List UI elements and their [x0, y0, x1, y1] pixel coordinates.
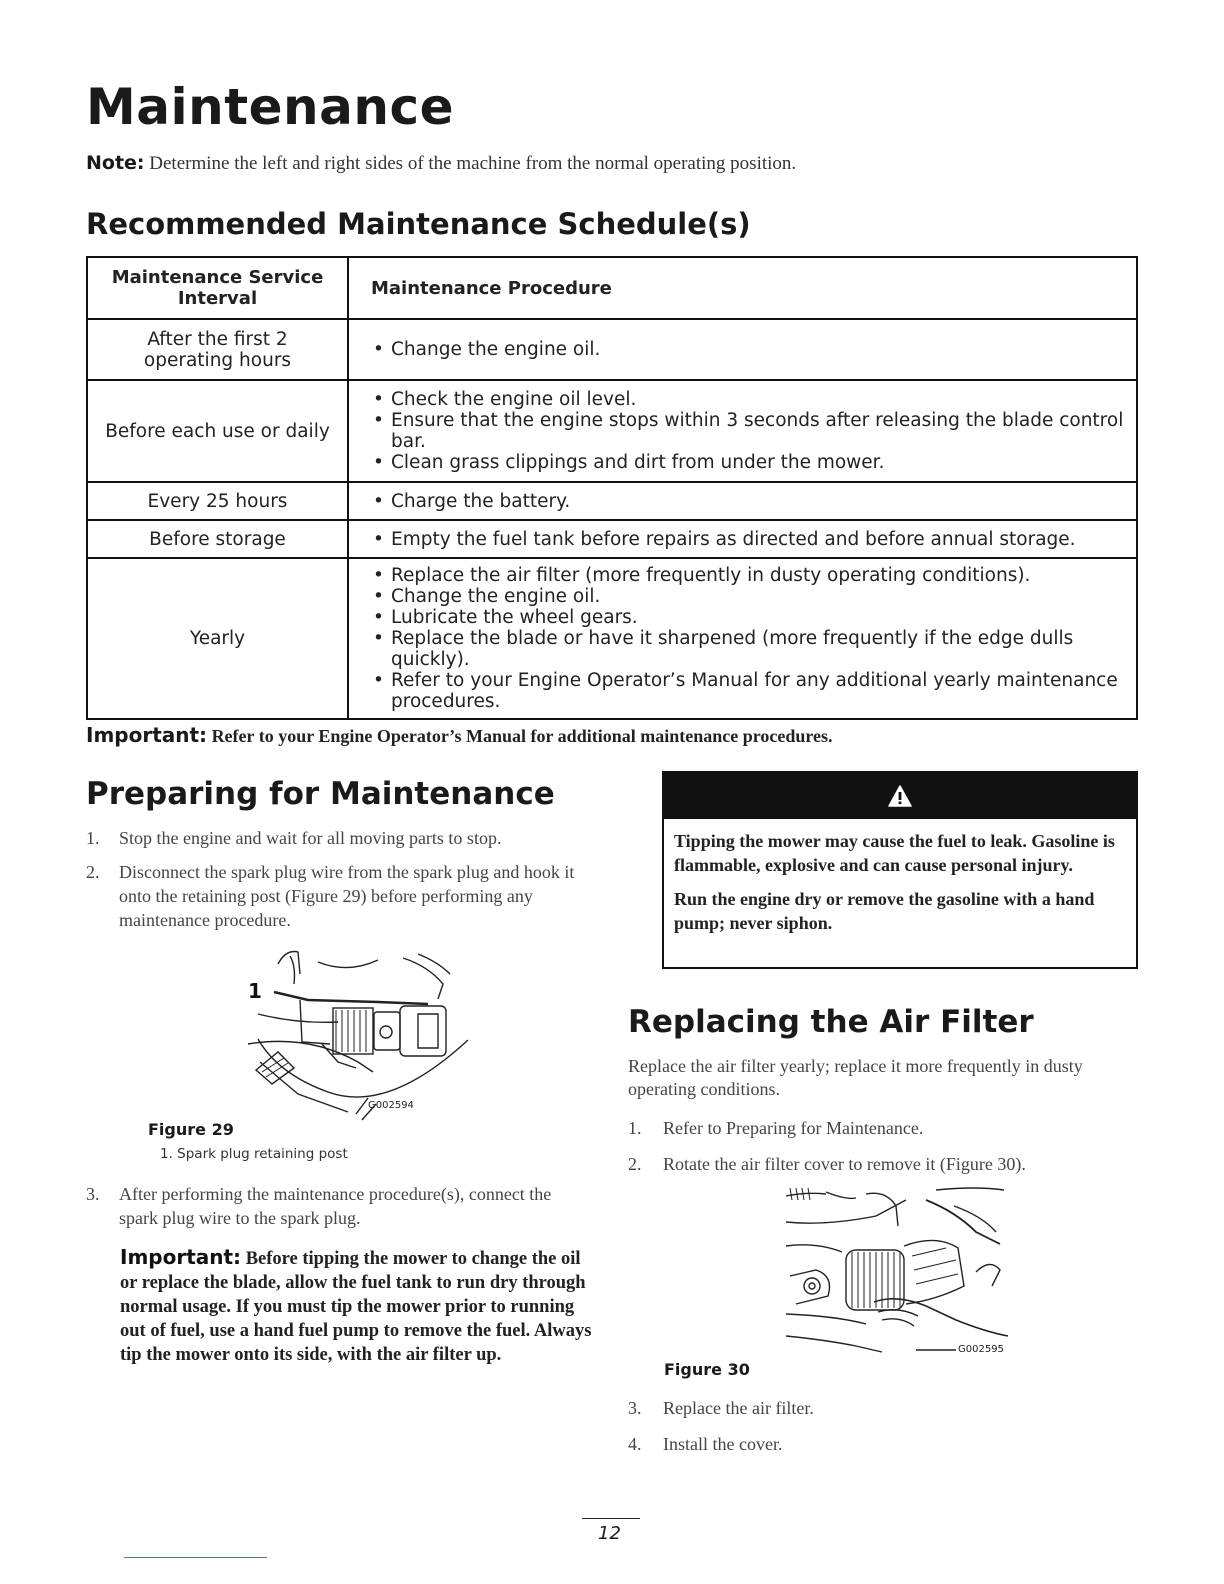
- step-text: After performing the maintenance procedure(s), connect the spark plug wire to the spark plug.: [119, 1184, 552, 1228]
- table-row: [87, 558, 1137, 719]
- procedure-cell: [348, 482, 1137, 520]
- step-text: Stop the engine and wait for all moving parts to stop.: [119, 828, 502, 848]
- step-number: 2.: [86, 862, 100, 882]
- page-title: Maintenance: [86, 78, 455, 136]
- warning-paragraph: Tipping the mower may cause the fuel to leak. Gasoline is flammable, explosive and can cause personal injury.: [674, 831, 1115, 875]
- footer-divider: [124, 1557, 267, 1558]
- footer-rule: [582, 1518, 640, 1519]
- maintenance-schedule-table: [86, 256, 1138, 720]
- procedure-item: • Replace the blade or have it sharpened (more frequently if the edge dulls quickly).: [391, 628, 1126, 670]
- list-item: [628, 1116, 1118, 1140]
- important-tipping-note: [120, 1245, 595, 1367]
- interval-cell: Every 25 hours: [87, 482, 348, 520]
- figure-code: G002594: [368, 1100, 414, 1111]
- page-number: 12: [598, 1523, 621, 1544]
- warning-box: [662, 771, 1138, 969]
- procedure-item: • Charge the battery.: [391, 491, 1126, 512]
- step-text: Disconnect the spark plug wire from the spark plug and hook it onto the retaining post (Figure 29) before performing any maintenance procedure.: [119, 862, 575, 930]
- step-number: 2.: [628, 1154, 642, 1174]
- step-number: 4.: [628, 1434, 642, 1454]
- figure-code: G002595: [958, 1344, 1004, 1355]
- warning-body: [664, 819, 1136, 935]
- step-text: Rotate the air filter cover to remove it (Figure 30).: [663, 1154, 1026, 1174]
- procedure-item: • Clean grass clippings and dirt from under the mower.: [391, 452, 1126, 473]
- table-row: [87, 482, 1137, 520]
- list-item: [86, 1182, 576, 1230]
- note-text: Determine the left and right sides of the machine from the normal operating position.: [149, 153, 797, 174]
- air-filter-steps: [628, 1116, 1118, 1176]
- table-row: [87, 520, 1137, 558]
- warning-header: [664, 773, 1136, 819]
- step-number: 3.: [628, 1398, 642, 1418]
- procedure-cell: [348, 319, 1137, 380]
- important-text: Refer to your Engine Operator’s Manual for additional maintenance procedures.: [211, 726, 833, 746]
- list-item: [628, 1432, 1118, 1456]
- procedure-cell: [348, 520, 1137, 558]
- procedure-cell: [348, 558, 1137, 719]
- interval-cell: After the first 2 operating hours: [87, 319, 348, 380]
- step-number: 1.: [628, 1118, 642, 1138]
- procedure-cell: [348, 380, 1137, 482]
- step-text: Refer to Preparing for Maintenance.: [663, 1118, 924, 1138]
- table-row: [87, 380, 1137, 482]
- figure-29-spark-plug-illustration: [238, 944, 478, 1122]
- procedure-item: • Refer to your Engine Operator’s Manual for any additional yearly maintenance procedures.: [391, 670, 1126, 712]
- procedure-item: • Change the engine oil.: [391, 339, 1126, 360]
- preparing-steps-continued: [86, 1182, 576, 1230]
- schedule-title: Recommended Maintenance Schedule(s): [86, 207, 751, 241]
- procedure-item: • Replace the air filter (more frequently in dusty operating conditions).: [391, 565, 1126, 586]
- step-number: 3.: [86, 1184, 100, 1204]
- important-label: Important:: [120, 1245, 242, 1269]
- step-number: 1.: [86, 828, 100, 848]
- list-item: [628, 1396, 1118, 1420]
- air-filter-steps-continued: [628, 1396, 1118, 1456]
- spark-plug-drawing: [238, 944, 478, 1122]
- table-header-row: [87, 257, 1137, 319]
- header-procedure: Maintenance Procedure: [348, 257, 1137, 319]
- list-item: [628, 1152, 1118, 1176]
- step-text: Replace the air filter.: [663, 1398, 814, 1418]
- air-filter-intro: Replace the air filter yearly; replace it more frequently in dusty operating conditions.: [628, 1056, 1083, 1099]
- header-interval: Maintenance Service Interval: [87, 257, 348, 319]
- note-label: Note:: [86, 152, 145, 174]
- figure-callout: 1: [248, 979, 262, 1003]
- air-filter-drawing: [786, 1186, 1016, 1356]
- warning-triangle-icon: [887, 784, 913, 808]
- step-text: Install the cover.: [663, 1434, 783, 1454]
- figure-29-caption: Figure 29: [148, 1120, 234, 1139]
- interval-cell: Before each use or daily: [87, 380, 348, 482]
- preparing-steps: [86, 826, 576, 932]
- interval-cell: Yearly: [87, 558, 348, 719]
- important-label: Important:: [86, 723, 208, 747]
- air-filter-title: Replacing the Air Filter: [628, 1004, 1034, 1040]
- warning-paragraph: Run the engine dry or remove the gasoline with a hand pump; never siphon.: [674, 889, 1095, 933]
- list-item: [86, 826, 576, 850]
- procedure-item: • Check the engine oil level.: [391, 389, 1126, 410]
- preparing-title: Preparing for Maintenance: [86, 776, 555, 812]
- figure-30-air-filter-illustration: [786, 1186, 1016, 1356]
- list-item: [86, 860, 576, 932]
- important-text: Before tipping the mower to change the oil or replace the blade, allow the fuel tank to run dry through normal usage. If you must tip the mower prior to running out of fuel, use a hand fuel pump to remove the fuel. Always tip the mower onto its side, with the air filter up.: [120, 1249, 592, 1365]
- procedure-item: • Lubricate the wheel gears.: [391, 607, 1126, 628]
- procedure-item: • Change the engine oil.: [391, 586, 1126, 607]
- interval-cell: Before storage: [87, 520, 348, 558]
- figure-29-legend: 1. Spark plug retaining post: [160, 1146, 348, 1162]
- table-row: [87, 319, 1137, 380]
- figure-30-caption: Figure 30: [664, 1360, 750, 1379]
- procedure-item: • Empty the fuel tank before repairs as directed and before annual storage.: [391, 529, 1126, 550]
- note: [86, 152, 796, 175]
- procedure-item: • Ensure that the engine stops within 3 seconds after releasing the blade control bar.: [391, 410, 1126, 452]
- important-note: [86, 723, 833, 747]
